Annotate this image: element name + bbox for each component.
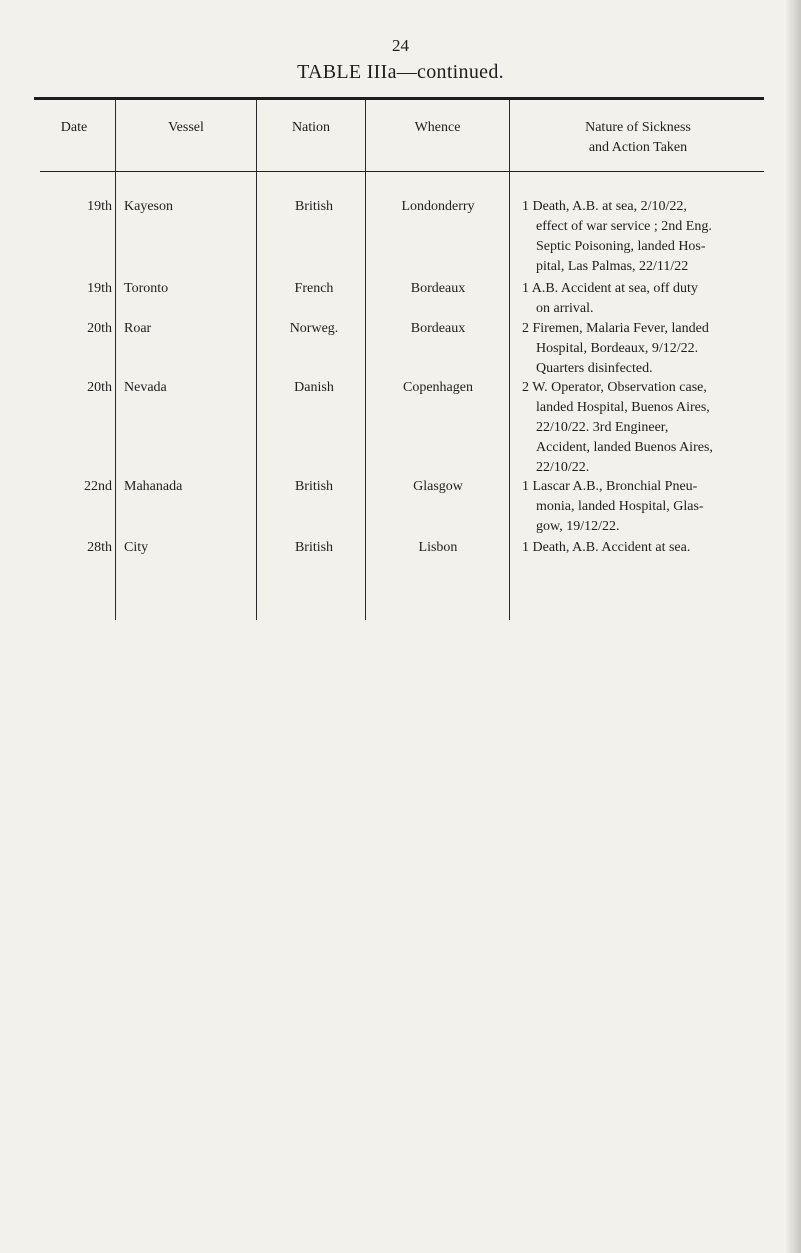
- nature-line: landed Hospital, Buenos Aires,: [536, 400, 710, 415]
- nature-line: on arrival.: [536, 301, 594, 316]
- nature-line: Hospital, Bordeaux, 9/12/22.: [536, 341, 699, 356]
- header-vessel: Vessel: [168, 120, 204, 135]
- cell-vessel: Toronto: [124, 281, 169, 296]
- cell-nation: British: [294, 540, 334, 555]
- cell-nation: French: [294, 281, 334, 296]
- cell-whence: Glasgow: [413, 479, 463, 494]
- nature-line: monia, landed Hospital, Glas-: [536, 499, 704, 514]
- cell-date: 20th: [87, 321, 112, 336]
- cell-vessel: Nevada: [124, 380, 167, 395]
- column-divider-whence-nature: [509, 100, 510, 620]
- header-nation: Nation: [291, 120, 331, 135]
- page-number: 24: [392, 36, 409, 55]
- cell-whence: Bordeaux: [410, 281, 466, 296]
- cell-vessel: Kayeson: [124, 199, 173, 214]
- header-nature-line: and Action Taken: [588, 140, 688, 155]
- nature-line: Accident, landed Buenos Aires,: [536, 440, 713, 455]
- cell-date: 20th: [87, 380, 112, 395]
- cell-whence: Londonderry: [401, 199, 475, 214]
- nature-line: effect of war service ; 2nd Eng.: [536, 219, 712, 234]
- cell-vessel: City: [124, 540, 149, 555]
- nature-line: 22/10/22. 3rd Engineer,: [536, 420, 669, 435]
- cell-nation: British: [294, 479, 334, 494]
- cell-date: 19th: [87, 199, 112, 214]
- cell-nation: British: [294, 199, 334, 214]
- header-bottom-rule: [40, 171, 764, 172]
- nature-line: Septic Poisoning, landed Hos-: [536, 239, 706, 254]
- nature-line: gow, 19/12/22.: [536, 519, 620, 534]
- cell-date: 19th: [87, 281, 112, 296]
- cell-nation: Danish: [294, 380, 334, 395]
- nature-line: 1 Lascar A.B., Bronchial Pneu-: [522, 479, 698, 494]
- nature-line: Quarters disinfected.: [536, 361, 653, 376]
- nature-line: 1 Death, A.B. at sea, 2/10/22,: [522, 199, 687, 214]
- header-whence: Whence: [414, 120, 461, 135]
- column-divider-date-vessel: [115, 100, 116, 620]
- nature-line: 1 Death, A.B. Accident at sea.: [522, 540, 691, 555]
- page-edge-shadow: [785, 0, 801, 1253]
- nature-line: 2 Firemen, Malaria Fever, landed: [522, 321, 709, 336]
- cell-nation: Norweg.: [289, 321, 339, 336]
- header-nature-line: Nature of Sickness: [585, 120, 691, 135]
- cell-date: 28th: [87, 540, 112, 555]
- nature-line: 2 W. Operator, Observation case,: [522, 380, 707, 395]
- cell-whence: Bordeaux: [410, 321, 466, 336]
- cell-whence: Copenhagen: [403, 380, 473, 395]
- cell-whence: Lisbon: [418, 540, 458, 555]
- table-top-rule: [34, 97, 764, 100]
- nature-line: pital, Las Palmas, 22/11/22: [536, 259, 689, 274]
- cell-vessel: Mahanada: [124, 479, 183, 494]
- table-title: TABLE IIIa—continued.: [297, 61, 504, 83]
- nature-line: 1 A.B. Accident at sea, off duty: [522, 281, 698, 296]
- header-nature: [510, 118, 766, 158]
- header-date: Date: [60, 120, 88, 135]
- cell-date: 22nd: [84, 479, 112, 494]
- cell-vessel: Roar: [124, 321, 152, 336]
- nature-line: 22/10/22.: [536, 460, 590, 475]
